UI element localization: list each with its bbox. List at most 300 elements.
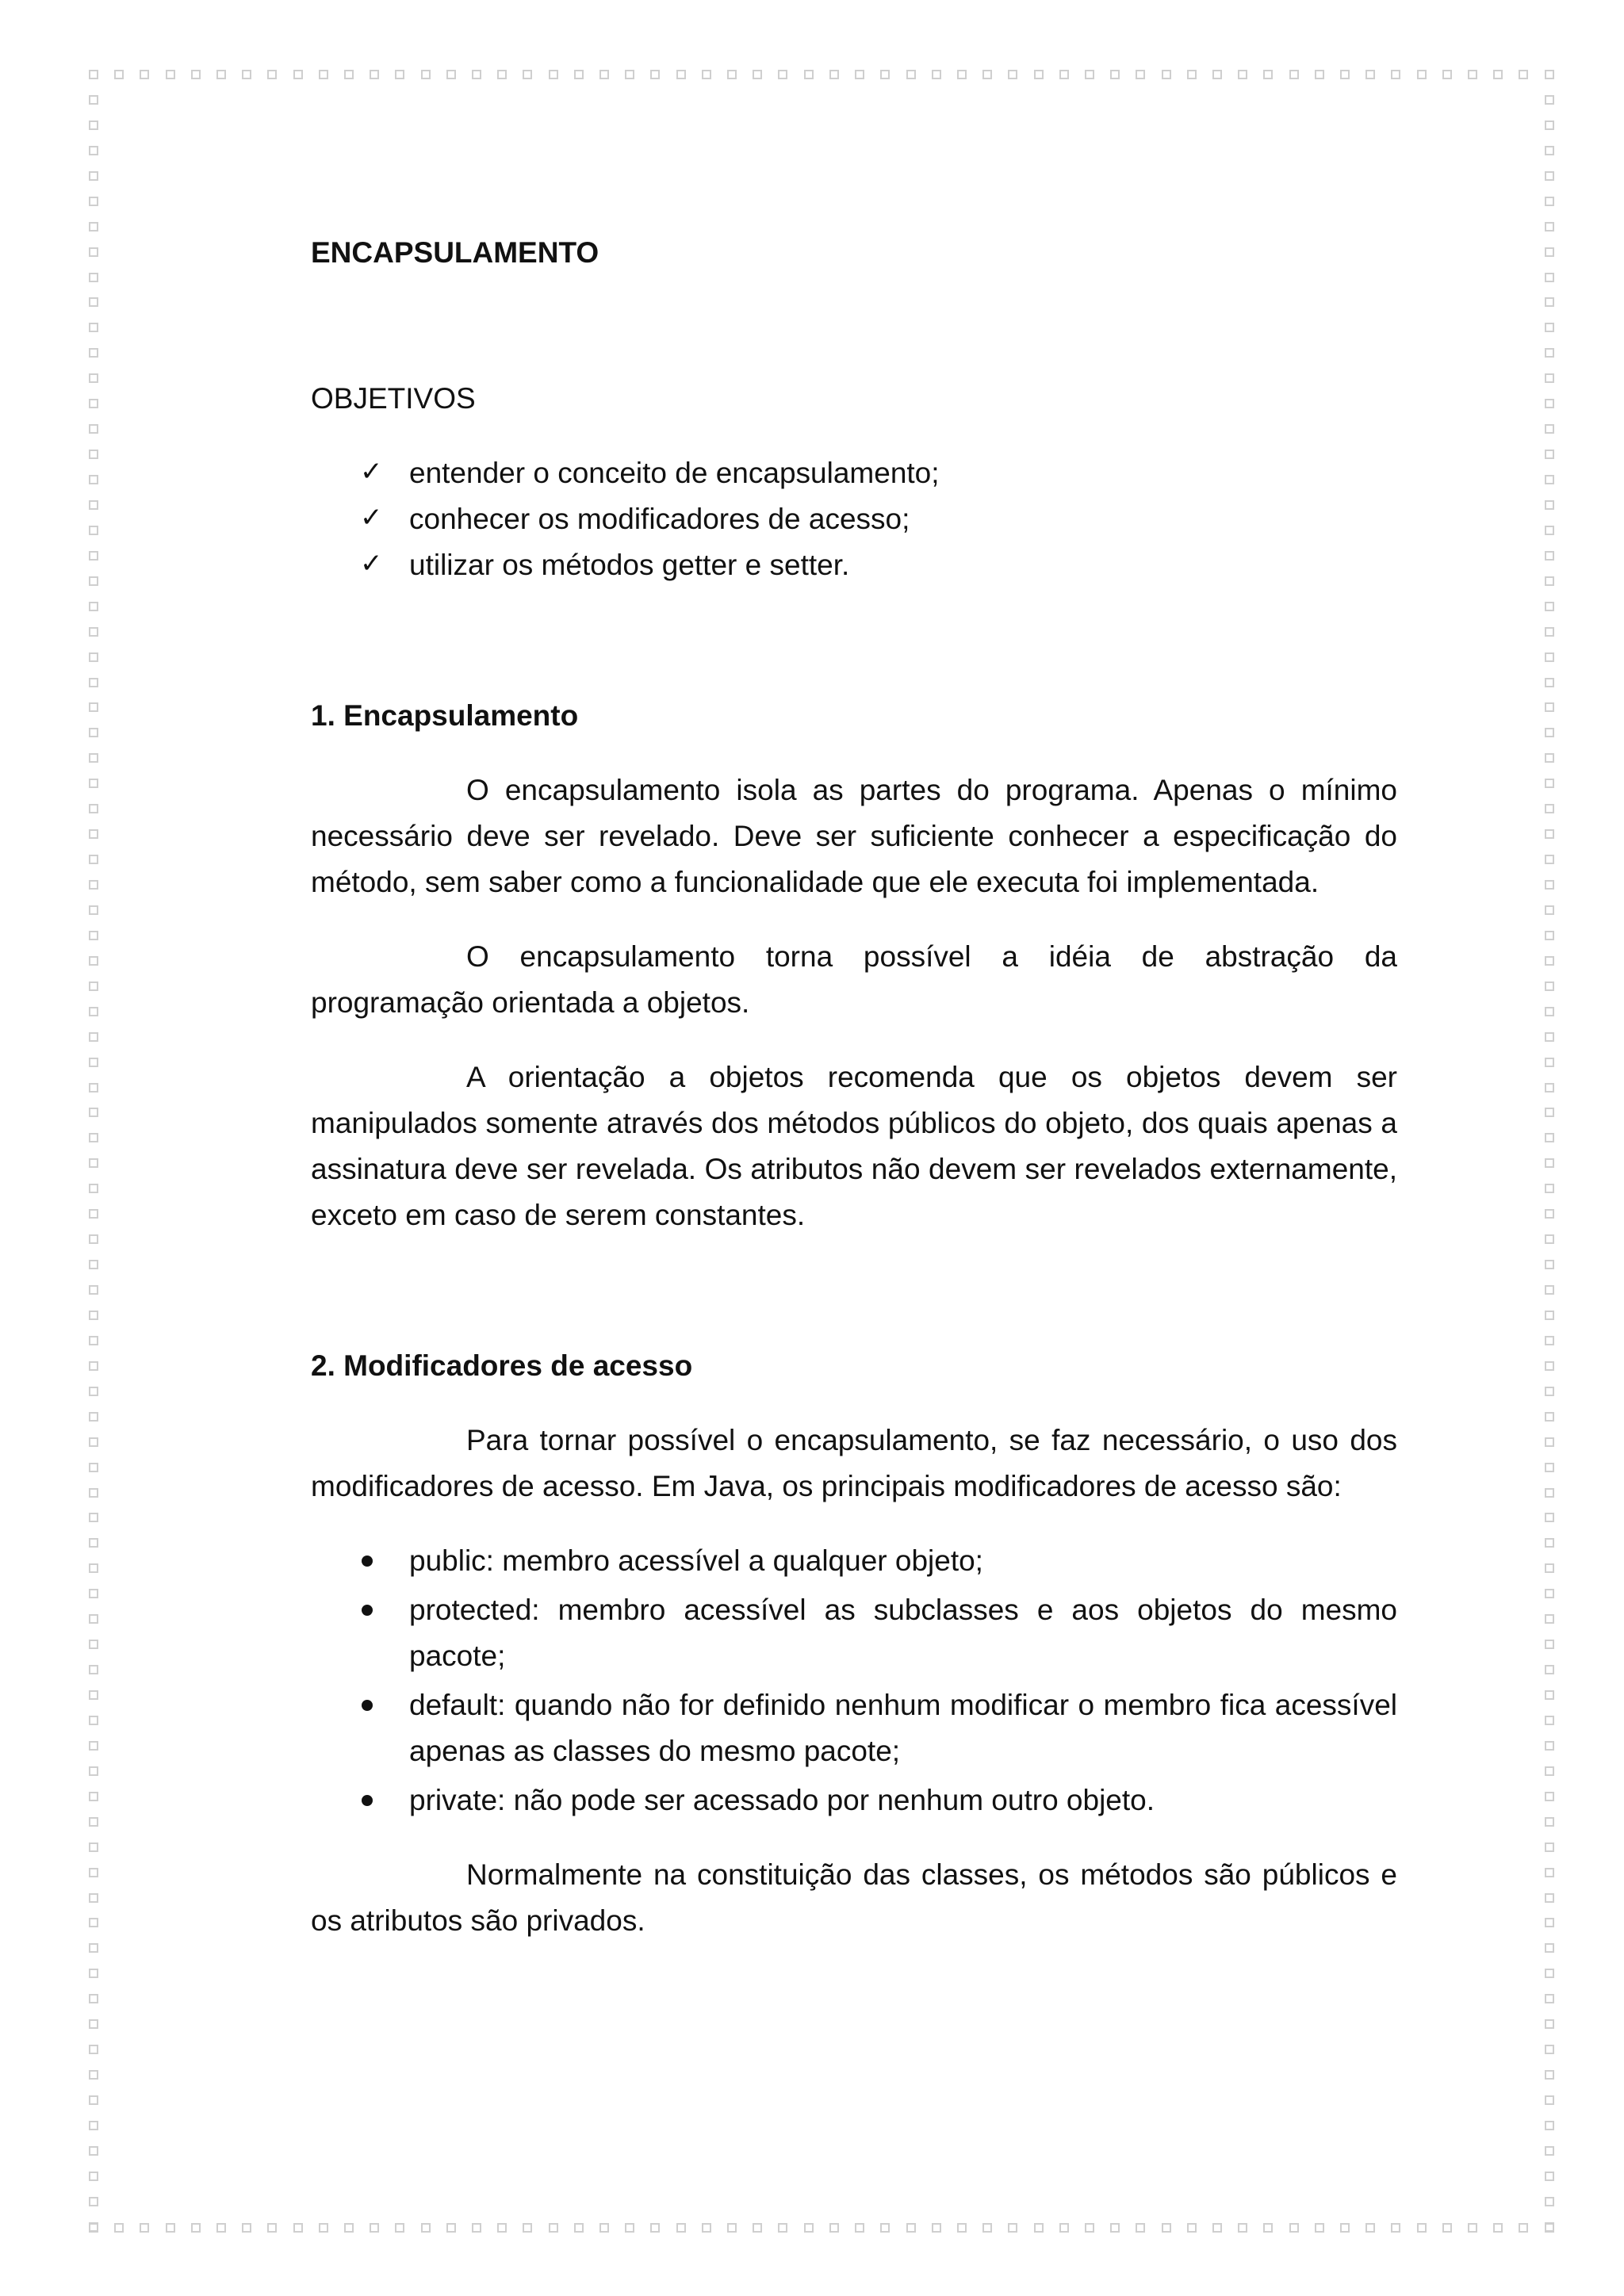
- border-square: [829, 70, 839, 79]
- objective-text: entender o conceito de encapsulamento;: [409, 457, 940, 489]
- border-left: [89, 70, 98, 2233]
- border-square: [89, 1336, 98, 1345]
- border-square: [1545, 2045, 1554, 2054]
- border-square: [1545, 1361, 1554, 1371]
- border-square: [1545, 247, 1554, 257]
- border-square: [216, 2223, 226, 2233]
- border-square: [1545, 1716, 1554, 1725]
- border-square: [1545, 855, 1554, 864]
- border-square: [1059, 2223, 1069, 2233]
- border-square: [89, 728, 98, 737]
- border-square: [89, 905, 98, 915]
- border-square: [89, 1311, 98, 1320]
- border-square: [1545, 1133, 1554, 1142]
- border-square: [523, 2223, 532, 2233]
- border-square: [1417, 2223, 1427, 2233]
- objective-text: conhecer os modificadores de acesso;: [409, 503, 910, 535]
- border-square: [957, 2223, 967, 2233]
- border-square: [191, 70, 201, 79]
- border-square: [497, 70, 507, 79]
- border-square: [932, 2223, 941, 2233]
- border-square: [89, 1538, 98, 1548]
- border-square: [421, 70, 431, 79]
- modifier-text: default: quando não for definido nenhum modificar o membro fica acessível apenas as classes do mesmo pacote;: [409, 1689, 1397, 1767]
- border-square: [89, 1032, 98, 1042]
- border-square: [1545, 475, 1554, 484]
- border-square: [1545, 956, 1554, 966]
- border-square: [1545, 602, 1554, 611]
- border-square: [1545, 273, 1554, 282]
- border-square: [89, 323, 98, 332]
- modifier-item: [311, 1587, 1397, 1679]
- border-square: [89, 1513, 98, 1522]
- border-square: [89, 1690, 98, 1700]
- border-square: [89, 880, 98, 890]
- border-square: [89, 576, 98, 586]
- border-square: [1545, 1209, 1554, 1219]
- border-square: [191, 2223, 201, 2233]
- border-square: [1263, 2223, 1273, 2233]
- border-square: [89, 652, 98, 662]
- border-square: [89, 70, 98, 79]
- border-square: [89, 121, 98, 130]
- objectives-heading: OBJETIVOS: [311, 382, 476, 415]
- modifier-text: protected: membro acessível as subclasses e aos objetos do mesmo pacote;: [409, 1594, 1397, 1672]
- border-square: [89, 373, 98, 383]
- border-square: [1545, 1007, 1554, 1016]
- border-square: [216, 70, 226, 79]
- border-square: [89, 222, 98, 232]
- border-square: [89, 297, 98, 307]
- border-square: [140, 2223, 149, 2233]
- border-square: [89, 1792, 98, 1801]
- border-square: [1545, 2197, 1554, 2206]
- border-square: [1545, 1994, 1554, 2003]
- border-square: [89, 602, 98, 611]
- border-square: [1545, 1058, 1554, 1067]
- border-square: [1545, 1260, 1554, 1269]
- objective-item: [311, 542, 1397, 588]
- border-square: [957, 70, 967, 79]
- border-square: [1468, 70, 1477, 79]
- border-square: [650, 2223, 660, 2233]
- border-square: [1238, 2223, 1247, 2233]
- border-square: [89, 247, 98, 257]
- border-square: [1545, 2172, 1554, 2181]
- border-right: [1545, 70, 1554, 2233]
- bullet-dot-icon: [362, 1700, 373, 1711]
- border-square: [89, 1665, 98, 1674]
- border-square: [1545, 1387, 1554, 1396]
- border-square: [855, 70, 864, 79]
- border-square: [89, 1563, 98, 1573]
- border-square: [1545, 70, 1554, 79]
- border-square: [1519, 2223, 1528, 2233]
- border-square: [89, 146, 98, 155]
- border-square: [1493, 2223, 1503, 2233]
- border-square: [89, 1007, 98, 1016]
- border-square: [267, 70, 277, 79]
- border-square: [1545, 2095, 1554, 2105]
- border-square: [89, 171, 98, 181]
- border-square: [1545, 1412, 1554, 1422]
- border-square: [1442, 2223, 1452, 2233]
- checkmark-icon: ✓: [360, 548, 383, 580]
- border-square: [932, 70, 941, 79]
- border-square: [1545, 880, 1554, 890]
- border-square: [1545, 2222, 1554, 2232]
- border-square: [1493, 70, 1503, 79]
- border-square: [1545, 297, 1554, 307]
- border-square: [906, 70, 916, 79]
- border-square: [89, 1716, 98, 1725]
- border-square: [89, 273, 98, 282]
- border-square: [1417, 70, 1427, 79]
- section-1-paragraph: O encapsulamento isola as partes do programa. Apenas o mínimo necessário deve ser revelado. Deve ser suficiente conhecer a especificação do método, sem saber como a funcionalidade que ele executa foi implementada.: [311, 774, 1397, 898]
- border-square: [89, 753, 98, 763]
- border-square: [89, 678, 98, 687]
- border-square: [1238, 70, 1247, 79]
- border-square: [804, 2223, 814, 2233]
- border-square: [1545, 1843, 1554, 1852]
- border-square: [89, 2045, 98, 2054]
- border-square: [1545, 627, 1554, 637]
- border-square: [1545, 2223, 1554, 2233]
- border-square: [549, 70, 558, 79]
- border-square: [1545, 1311, 1554, 1320]
- border-square: [89, 1209, 98, 1219]
- border-square: [1162, 70, 1171, 79]
- border-square: [370, 2223, 379, 2233]
- border-square: [1545, 1234, 1554, 1244]
- border-square: [1034, 2223, 1044, 2233]
- section-2-heading: 2. Modificadores de acesso: [311, 1349, 693, 1382]
- border-square: [1136, 2223, 1145, 2233]
- border-square: [1545, 804, 1554, 813]
- border-square: [89, 1893, 98, 1903]
- border-square: [89, 1741, 98, 1751]
- border-square: [753, 2223, 762, 2233]
- border-square: [1545, 1158, 1554, 1168]
- border-square: [89, 982, 98, 991]
- objective-item: [311, 450, 1397, 496]
- section-2-intro: Para tornar possível o encapsulamento, se faz necessário, o uso dos modificadores de acesso. Em Java, os principais modificadores de acesso são:: [311, 1424, 1397, 1502]
- border-square: [89, 1766, 98, 1776]
- border-square: [89, 2222, 98, 2232]
- border-square: [1212, 70, 1222, 79]
- border-top: [89, 70, 1554, 79]
- border-square: [89, 348, 98, 358]
- border-square: [89, 1083, 98, 1093]
- border-square: [89, 450, 98, 459]
- border-square: [1545, 1184, 1554, 1193]
- border-square: [1391, 70, 1400, 79]
- border-square: [89, 2146, 98, 2156]
- border-square: [1545, 1488, 1554, 1498]
- border-square: [1289, 70, 1299, 79]
- border-square: [880, 2223, 890, 2233]
- border-square: [778, 70, 787, 79]
- border-square: [242, 70, 251, 79]
- border-square: [1519, 70, 1528, 79]
- border-square: [1545, 652, 1554, 662]
- border-square: [1289, 2223, 1299, 2233]
- border-square: [242, 2223, 251, 2233]
- border-square: [89, 1437, 98, 1447]
- section-1-paragraph: O encapsulamento torna possível a idéia de abstração da programação orientada a objetos.: [311, 940, 1397, 1019]
- border-square: [727, 70, 737, 79]
- border-square: [1545, 146, 1554, 155]
- border-square: [89, 956, 98, 966]
- border-square: [1545, 779, 1554, 788]
- checkmark-icon: ✓: [360, 456, 383, 488]
- modifier-item: [311, 1777, 1397, 1823]
- border-square: [370, 70, 379, 79]
- border-square: [1545, 1918, 1554, 1927]
- border-square: [1545, 2121, 1554, 2130]
- modifier-text: public: membro acessível a qualquer objeto;: [409, 1544, 983, 1577]
- border-square: [1391, 2223, 1400, 2233]
- border-square: [702, 2223, 711, 2233]
- border-square: [1442, 70, 1452, 79]
- border-square: [89, 70, 98, 79]
- bullet-dot-icon: [362, 1795, 373, 1806]
- modifier-text: private: não pode ser acessado por nenhum outro objeto.: [409, 1784, 1155, 1816]
- border-square: [1545, 95, 1554, 105]
- border-square: [89, 702, 98, 712]
- section-2-closing: Normalmente na constituição das classes, os métodos são públicos e os atributos são privados.: [311, 1858, 1397, 1937]
- border-square: [89, 1614, 98, 1624]
- section-1-heading: 1. Encapsulamento: [311, 699, 579, 732]
- border-square: [1340, 70, 1350, 79]
- border-square: [1034, 70, 1044, 79]
- border-square: [1545, 1817, 1554, 1827]
- border-square: [1545, 1893, 1554, 1903]
- border-square: [140, 70, 149, 79]
- border-square: [1545, 1614, 1554, 1624]
- border-square: [344, 70, 354, 79]
- border-square: [293, 2223, 303, 2233]
- border-square: [89, 829, 98, 839]
- border-bottom: [89, 2223, 1554, 2233]
- modifier-item: [311, 1682, 1397, 1774]
- modifier-item: [311, 1538, 1397, 1584]
- border-square: [89, 931, 98, 940]
- border-square: [676, 2223, 686, 2233]
- border-square: [1059, 70, 1069, 79]
- border-square: [89, 627, 98, 637]
- border-square: [1110, 2223, 1120, 2233]
- border-square: [1545, 197, 1554, 206]
- border-square: [1187, 70, 1197, 79]
- border-square: [89, 1285, 98, 1295]
- border-square: [1315, 70, 1324, 79]
- border-square: [1085, 70, 1094, 79]
- document-title: ENCAPSULAMENTO: [311, 236, 599, 269]
- border-square: [472, 2223, 481, 2233]
- border-square: [1545, 753, 1554, 763]
- border-square: [982, 2223, 992, 2233]
- border-square: [1545, 1640, 1554, 1649]
- border-square: [89, 2121, 98, 2130]
- border-square: [982, 70, 992, 79]
- border-square: [89, 779, 98, 788]
- border-square: [880, 70, 890, 79]
- border-square: [472, 70, 481, 79]
- border-square: [89, 1260, 98, 1269]
- border-square: [1545, 1766, 1554, 1776]
- border-square: [89, 1640, 98, 1649]
- border-square: [625, 70, 634, 79]
- border-square: [1545, 1108, 1554, 1117]
- border-square: [1315, 2223, 1324, 2233]
- section-1-paragraph: A orientação a objetos recomenda que os objetos devem ser manipulados somente através dos métodos públicos do objeto, dos quais apenas a assinatura deve ser revelada. Os atributos não devem ser revelados externamente, exceto em caso de serem constantes.: [311, 1061, 1397, 1231]
- border-square: [89, 1184, 98, 1193]
- border-square: [497, 2223, 507, 2233]
- border-square: [89, 1387, 98, 1396]
- border-square: [89, 2019, 98, 2029]
- border-square: [89, 424, 98, 434]
- border-square: [804, 70, 814, 79]
- border-square: [1545, 982, 1554, 991]
- border-square: [1545, 1741, 1554, 1751]
- border-square: [1008, 70, 1017, 79]
- border-square: [114, 70, 124, 79]
- border-square: [89, 1817, 98, 1827]
- border-square: [1545, 500, 1554, 510]
- border-square: [293, 70, 303, 79]
- border-square: [1545, 1513, 1554, 1522]
- border-square: [89, 2197, 98, 2206]
- border-square: [1545, 1437, 1554, 1447]
- border-square: [89, 2223, 98, 2233]
- border-square: [114, 2223, 124, 2233]
- border-square: [1365, 2223, 1375, 2233]
- border-square: [1545, 348, 1554, 358]
- border-square: [727, 2223, 737, 2233]
- border-square: [89, 804, 98, 813]
- border-square: [421, 2223, 431, 2233]
- border-square: [1545, 1336, 1554, 1345]
- border-square: [1545, 702, 1554, 712]
- border-square: [89, 526, 98, 535]
- border-square: [702, 70, 711, 79]
- border-square: [267, 2223, 277, 2233]
- border-square: [1545, 1969, 1554, 1978]
- border-square: [1545, 1032, 1554, 1042]
- objective-item: [311, 496, 1397, 542]
- border-square: [166, 2223, 175, 2233]
- border-square: [1545, 424, 1554, 434]
- border-square: [89, 197, 98, 206]
- border-square: [855, 2223, 864, 2233]
- border-square: [1545, 1589, 1554, 1598]
- border-square: [89, 1943, 98, 1953]
- border-square: [1162, 2223, 1171, 2233]
- border-square: [1187, 2223, 1197, 2233]
- border-square: [1212, 2223, 1222, 2233]
- border-square: [89, 1868, 98, 1877]
- border-square: [906, 2223, 916, 2233]
- border-square: [1545, 1463, 1554, 1472]
- border-square: [1340, 2223, 1350, 2233]
- border-square: [89, 500, 98, 510]
- border-square: [1545, 1538, 1554, 1548]
- border-square: [446, 70, 456, 79]
- border-square: [395, 2223, 404, 2233]
- border-square: [89, 95, 98, 105]
- border-square: [89, 2070, 98, 2080]
- border-square: [166, 70, 175, 79]
- access-modifiers-list: [311, 1538, 1397, 1823]
- border-square: [446, 2223, 456, 2233]
- border-square: [89, 475, 98, 484]
- border-square: [89, 1058, 98, 1067]
- border-square: [1545, 2070, 1554, 2080]
- border-square: [1545, 222, 1554, 232]
- border-square: [1545, 171, 1554, 181]
- border-square: [319, 70, 328, 79]
- border-square: [599, 2223, 609, 2233]
- border-square: [523, 70, 532, 79]
- border-square: [89, 1589, 98, 1598]
- bullet-dot-icon: [362, 1605, 373, 1616]
- border-square: [89, 1234, 98, 1244]
- border-square: [1545, 1868, 1554, 1877]
- border-square: [599, 70, 609, 79]
- border-square: [1545, 399, 1554, 408]
- border-square: [1545, 323, 1554, 332]
- bullet-dot-icon: [362, 1556, 373, 1567]
- border-square: [89, 1918, 98, 1927]
- objectives-list: [311, 450, 1397, 588]
- border-square: [89, 1361, 98, 1371]
- border-square: [650, 70, 660, 79]
- border-square: [1545, 1083, 1554, 1093]
- border-square: [1545, 1690, 1554, 1700]
- border-square: [89, 1843, 98, 1852]
- border-square: [1545, 576, 1554, 586]
- border-square: [89, 1108, 98, 1117]
- border-square: [549, 2223, 558, 2233]
- border-square: [89, 1158, 98, 1168]
- border-square: [1545, 829, 1554, 839]
- border-square: [1136, 70, 1145, 79]
- checkmark-icon: ✓: [360, 502, 383, 534]
- border-square: [1545, 905, 1554, 915]
- border-square: [1545, 931, 1554, 940]
- border-square: [89, 1133, 98, 1142]
- border-square: [1545, 121, 1554, 130]
- border-square: [1545, 551, 1554, 561]
- border-square: [1545, 2146, 1554, 2156]
- border-square: [1545, 1665, 1554, 1674]
- border-square: [574, 70, 584, 79]
- border-square: [344, 2223, 354, 2233]
- border-square: [778, 2223, 787, 2233]
- border-square: [1545, 70, 1554, 79]
- border-square: [89, 1969, 98, 1978]
- border-square: [1545, 373, 1554, 383]
- border-square: [676, 70, 686, 79]
- border-square: [1545, 450, 1554, 459]
- border-square: [89, 1488, 98, 1498]
- border-square: [1545, 728, 1554, 737]
- border-square: [395, 70, 404, 79]
- border-square: [319, 2223, 328, 2233]
- border-square: [89, 551, 98, 561]
- border-square: [1008, 2223, 1017, 2233]
